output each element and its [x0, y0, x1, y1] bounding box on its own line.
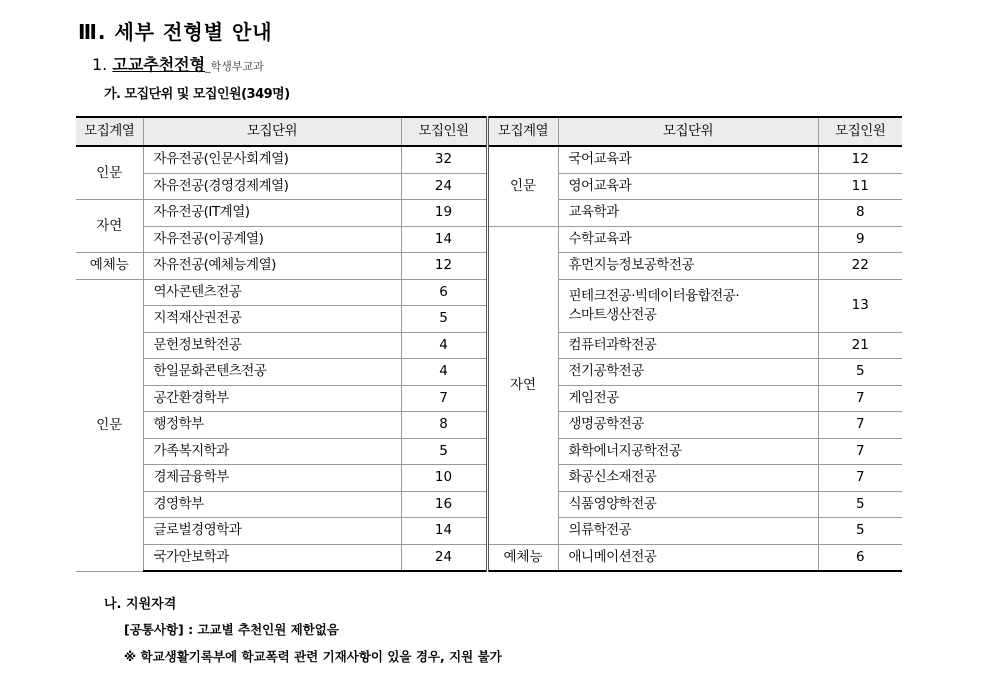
- count-cell: 7: [818, 438, 902, 465]
- unit-line: 핀테크전공·빅데이터융합전공·: [568, 288, 740, 305]
- count-cell: 9: [818, 226, 902, 253]
- unit-cell: 경영학부: [143, 491, 401, 518]
- group-cell: 예체능: [76, 253, 143, 280]
- unit-cell: 의류학전공: [558, 518, 818, 545]
- table-row: [76, 544, 902, 571]
- unit-cell: 자유전공(IT계열): [143, 200, 401, 227]
- header-cell: 모집계열: [487, 117, 558, 146]
- header-cell: 모집단위: [558, 117, 818, 146]
- unit-cell: 컴퓨터과학전공: [558, 332, 818, 359]
- table-row: [76, 146, 902, 173]
- unit-cell: 영어교육과: [558, 173, 818, 200]
- count-cell: 10: [401, 465, 487, 492]
- count-cell: 32: [401, 146, 487, 173]
- count-cell: 8: [401, 412, 487, 439]
- unit-cell: 공간환경학부: [143, 385, 401, 412]
- count-cell: 12: [401, 253, 487, 280]
- count-cell: 14: [401, 226, 487, 253]
- subsection-subtitle: _학생부교과: [205, 60, 264, 73]
- count-cell: 4: [401, 332, 487, 359]
- table-caption: 가. 모집단위 및 모집인원(349명): [104, 87, 290, 102]
- unit-cell: 게임전공: [558, 385, 818, 412]
- group-cell: 자연: [76, 200, 143, 253]
- unit-cell: 휴먼지능정보공학전공: [558, 253, 818, 280]
- count-cell: 7: [401, 385, 487, 412]
- unit-cell: 국어교육과: [558, 146, 818, 173]
- group-cell: 인문: [76, 146, 143, 200]
- count-cell: 6: [401, 279, 487, 306]
- count-cell: 24: [401, 544, 487, 571]
- eligibility-title: 나. 지원자격: [104, 597, 177, 612]
- unit-cell: 화공신소재전공: [558, 465, 818, 492]
- unit-cell: 화학에너지공학전공: [558, 438, 818, 465]
- section-heading: Ⅲ. 세부 전형별 안내: [78, 20, 273, 44]
- group-cell: 인문: [76, 279, 143, 571]
- unit-cell: 국가안보학과: [143, 544, 401, 571]
- common-requirement: [공통사항] : 고교별 추천인원 제한없음: [124, 622, 339, 637]
- unit-cell: 자유전공(이공계열): [143, 226, 401, 253]
- count-cell: 5: [401, 306, 487, 333]
- count-cell: 5: [818, 518, 902, 545]
- unit-cell: 자유전공(경영경제계열): [143, 173, 401, 200]
- unit-cell: 문헌정보학전공: [143, 332, 401, 359]
- header-cell: 모집인원: [401, 117, 487, 146]
- unit-cell-multiline: [569, 287, 740, 323]
- count-cell: 12: [818, 146, 902, 173]
- unit-cell: 애니메이션전공: [558, 544, 818, 571]
- header-cell: 모집계열: [76, 117, 143, 146]
- subsection-title: 고교추천전형: [112, 55, 206, 74]
- header-cell: 모집인원: [818, 117, 902, 146]
- admission-table: [76, 116, 902, 572]
- table-header-row: [76, 117, 902, 146]
- subsection-heading: [92, 52, 264, 75]
- count-cell: 22: [818, 253, 902, 280]
- count-cell: 7: [818, 465, 902, 492]
- restriction-note: ※ 학교생활기록부에 학교폭력 관련 기재사항이 있을 경우, 지원 불가: [124, 649, 502, 664]
- group-cell: 예체능: [487, 544, 558, 571]
- unit-cell: 식품영양학전공: [558, 491, 818, 518]
- unit-cell: 전기공학전공: [558, 359, 818, 386]
- subsection-number: 1.: [92, 55, 108, 74]
- count-cell: 24: [401, 173, 487, 200]
- unit-cell: 지적재산권전공: [143, 306, 401, 333]
- count-cell: 14: [401, 518, 487, 545]
- count-cell: 19: [401, 200, 487, 227]
- group-cell: 자연: [487, 226, 558, 544]
- unit-cell: 행정학부: [143, 412, 401, 439]
- unit-cell: 역사콘텐츠전공: [143, 279, 401, 306]
- unit-cell: 글로벌경영학과: [143, 518, 401, 545]
- count-cell: 4: [401, 359, 487, 386]
- table-row: [76, 226, 902, 253]
- unit-cell: 자유전공(인문사회계열): [143, 146, 401, 173]
- count-cell: 7: [818, 412, 902, 439]
- unit-cell: 생명공학전공: [558, 412, 818, 439]
- header-cell: 모집단위: [143, 117, 401, 146]
- count-cell: 13: [818, 279, 902, 332]
- unit-cell: 자유전공(예체능계열): [143, 253, 401, 280]
- count-cell: 11: [818, 173, 902, 200]
- count-cell: 5: [818, 359, 902, 386]
- count-cell: 16: [401, 491, 487, 518]
- count-cell: 5: [401, 438, 487, 465]
- unit-cell: 경제금융학부: [143, 465, 401, 492]
- unit-line: 스마트생산전공: [568, 306, 657, 323]
- count-cell: 6: [818, 544, 902, 571]
- count-cell: 8: [818, 200, 902, 227]
- unit-cell: 가족복지학과: [143, 438, 401, 465]
- count-cell: 21: [818, 332, 902, 359]
- unit-cell: 교육학과: [558, 200, 818, 227]
- unit-cell: [558, 279, 818, 332]
- unit-cell: 수학교육과: [558, 226, 818, 253]
- count-cell: 5: [818, 491, 902, 518]
- group-cell: 인문: [487, 146, 558, 226]
- count-cell: 7: [818, 385, 902, 412]
- unit-cell: 한일문화콘텐츠전공: [143, 359, 401, 386]
